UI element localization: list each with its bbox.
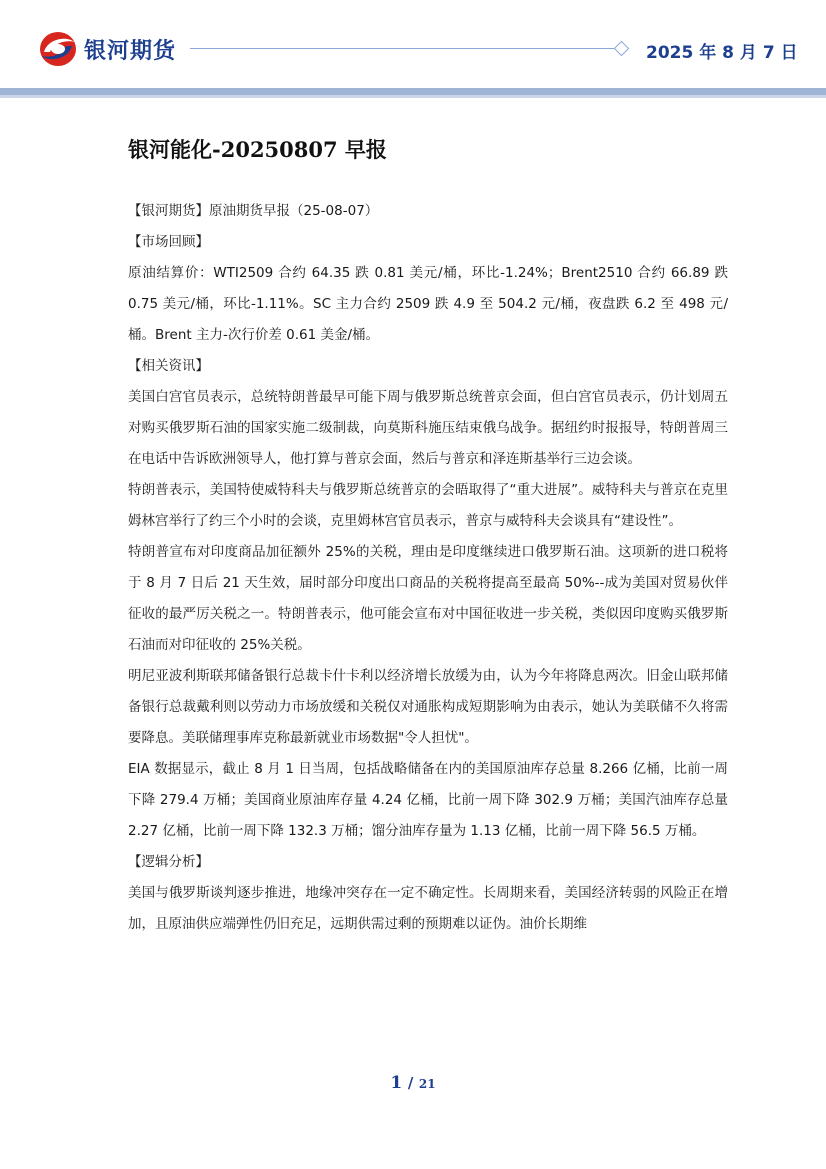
- paragraph: 美国与俄罗斯谈判逐步推进，地缘冲突存在一定不确定性。长周期来看，美国经济转弱的风险正在增加，且原油供应端弹性仍旧充足，远期供需过剩的预期难以证伪。油价长期维: [128, 885, 728, 932]
- source-line: 【银河期货】原油期货早报（25-08-07）: [128, 203, 379, 219]
- page-footer: [0, 1073, 826, 1093]
- header-band-light: [0, 95, 826, 98]
- header-rule: [190, 48, 615, 49]
- paragraph: 美国白宫官员表示，总统特朗普最早可能下周与俄罗斯总统普京会面，但白宫官员表示，仍计划周五对购买俄罗斯石油的国家实施二级制裁，向莫斯科施压结束俄乌战争。据纽约时报报导，特朗普周三在电话中告诉欧洲领导人，他打算与普京会面，然后与普京和泽连斯基举行三边会谈。: [128, 389, 728, 467]
- brand-name: 银河期货: [84, 38, 177, 64]
- diamond-ornament: [614, 41, 630, 57]
- section-market-review: [128, 227, 728, 351]
- page-number: 1: [390, 1073, 403, 1093]
- page-total: 21: [418, 1077, 436, 1091]
- paragraph: EIA 数据显示，截止 8 月 1 日当周，包括战略储备在内的美国原油库存总量 8.266 亿桶，比前一周下降 279.4 万桶；美国商业原油库存量 4.24 亿桶，比前一周下降 302.9 万桶；美国汽油库存总量 2.27 亿桶，比前一周下降 132.3 万桶；馏分油库存量为 1.13 亿桶，比前一周下降 56.5 万桶。: [128, 761, 728, 839]
- paragraph: 明尼亚波利斯联邦储备银行总裁卡什卡利以经济增长放缓为由，认为今年将降息两次。旧金山联邦储备银行总裁戴利则以劳动力市场放缓和关税仅对通胀构成短期影响为由表示，她认为美联储不久将需要降息。美联储理事库克称最新就业市场数据"令人担忧"。: [128, 668, 728, 746]
- page-header: [0, 0, 826, 100]
- report-date: 2025 年 8 月 7 日: [646, 43, 798, 63]
- page-title: 银河能化-20250807 早报: [128, 137, 387, 162]
- report-body: [128, 196, 728, 940]
- section-related-news: [128, 351, 728, 847]
- page-separator: /: [407, 1074, 414, 1092]
- section-logic-analysis: [128, 847, 728, 940]
- section-heading: 【相关资讯】: [128, 358, 209, 374]
- section-heading: 【逻辑分析】: [128, 854, 209, 870]
- paragraph: 特朗普宣布对印度商品加征额外 25%的关税，理由是印度继续进口俄罗斯石油。这项新的进口税将于 8 月 7 日后 21 天生效，届时部分印度出口商品的关税将提高至最高 50%--成为美国对贸易伙伴征收的最严厉关税之一。特朗普表示，他可能会宣布对中国征收进一步关税，类似因印度购买俄罗斯石油而对印征收的 25%关税。: [128, 544, 728, 653]
- section-heading: 【市场回顾】: [128, 234, 209, 250]
- brand-logo: [38, 30, 176, 68]
- galaxy-logo-icon: [38, 30, 78, 68]
- paragraph: 原油结算价：WTI2509 合约 64.35 跌 0.81 美元/桶，环比-1.24%；Brent2510 合约 66.89 跌 0.75 美元/桶，环比-1.11%。SC 主力合约 2509 跌 4.9 至 504.2 元/桶，夜盘跌 6.2 至 498 元/桶。Brent 主力-次行价差 0.61 美金/桶。: [128, 265, 728, 343]
- paragraph: 特朗普表示，美国特使威特科夫与俄罗斯总统普京的会晤取得了“重大进展”。威特科夫与普京在克里姆林宫举行了约三个小时的会谈，克里姆林宫官员表示，普京与威特科夫会谈具有“建设性”。: [128, 482, 728, 529]
- header-band: [0, 88, 826, 95]
